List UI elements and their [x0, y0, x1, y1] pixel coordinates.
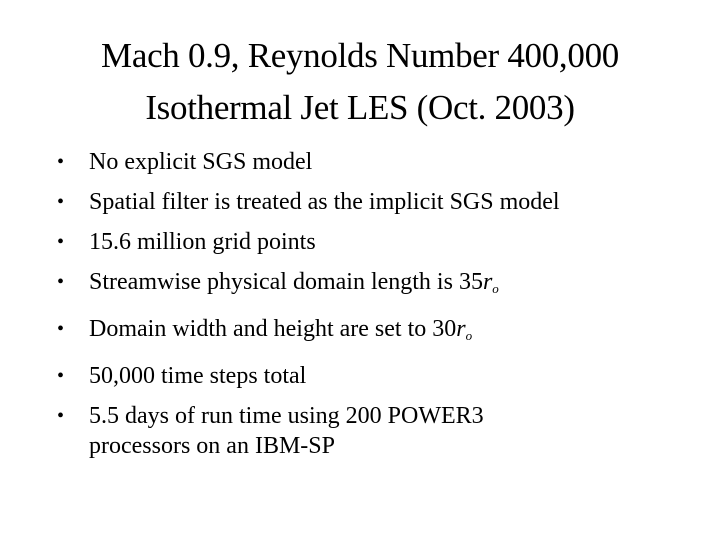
- title-line-2: Isothermal Jet LES (Oct. 2003): [145, 88, 575, 127]
- bullet-item: [0, 182, 720, 222]
- title-line-1: Mach 0.9, Reynolds Number 400,000: [101, 36, 619, 75]
- variable-r: r: [456, 316, 466, 342]
- bullet-text: 15.6 million grid points: [89, 229, 316, 255]
- bullet-item: [0, 222, 720, 262]
- bullet-text-prefix: Domain width and height are set to 30: [89, 316, 457, 342]
- bullet-item: [0, 356, 720, 396]
- slide-title: [0, 30, 720, 134]
- bullet-icon: •: [57, 151, 65, 173]
- bullet-text-line-1: 5.5 days of run time using 200 POWER3: [89, 403, 484, 429]
- bullet-icon: •: [57, 231, 65, 253]
- bullet-text: Spatial filter is treated as the implicit SGS model: [89, 189, 560, 215]
- bullet-icon: •: [57, 271, 65, 293]
- bullet-item: [0, 396, 720, 461]
- subscript-o: o: [492, 281, 499, 296]
- variable-r: r: [482, 269, 493, 295]
- subscript-o: o: [465, 328, 473, 343]
- bullet-list: [0, 142, 720, 461]
- bullet-icon: •: [57, 405, 65, 427]
- bullet-text: [89, 316, 472, 342]
- bullet-item: [0, 309, 720, 356]
- bullet-text-line-2: processors on an IBM-SP: [89, 433, 335, 459]
- bullet-text: 50,000 time steps total: [89, 363, 307, 389]
- bullet-icon: •: [57, 191, 65, 213]
- bullet-text: [89, 401, 720, 461]
- bullet-text: No explicit SGS model: [89, 149, 313, 175]
- bullet-icon: •: [57, 318, 65, 340]
- bullet-text-prefix: Streamwise physical domain length is 35: [89, 269, 483, 295]
- bullet-item: [0, 262, 720, 309]
- bullet-icon: •: [57, 365, 65, 387]
- bullet-item: [0, 142, 720, 182]
- bullet-text: [89, 269, 499, 295]
